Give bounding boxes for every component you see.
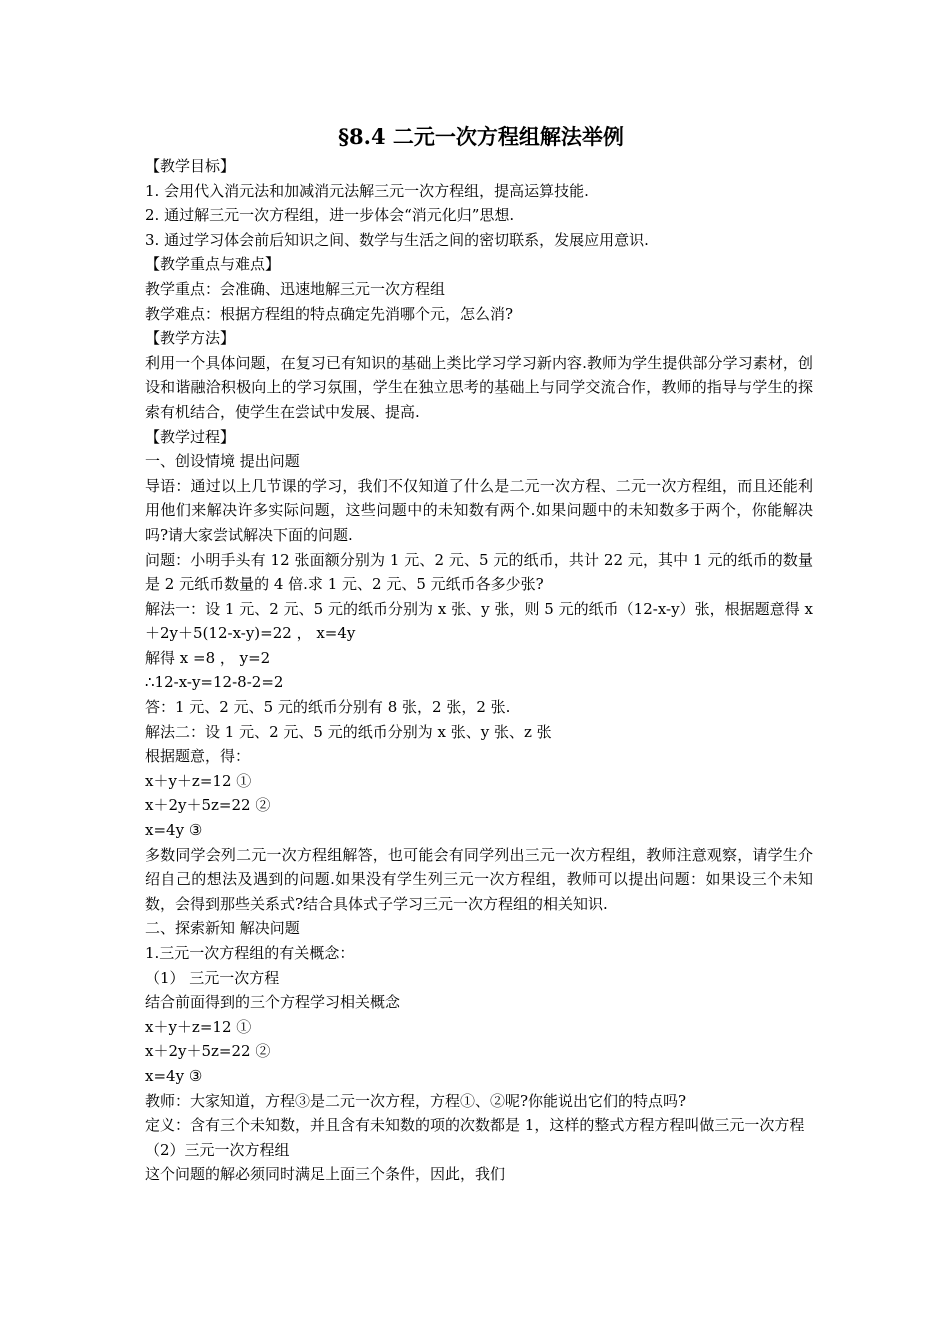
document-title: §8.4 二元一次方程组解法举例	[338, 124, 624, 149]
solution-1-paragraph: 解法一：设 1 元、2 元、5 元的纸币分别为 x 张、y 张，则 5 元的纸币（12-x-y）张，根据题意得 x＋2y＋5(12-x-y)=22 ， x=4y	[145, 599, 813, 643]
document-page	[145, 122, 813, 1187]
concept-intro: 结合前面得到的三个方程学习相关概念	[145, 993, 401, 1012]
equation-2: x＋2y＋5z=22 ②	[145, 796, 271, 815]
discussion-paragraph: 多数同学会列二元一次方程组解答，也可能会有同学列出三元一次方程组，教师注意观察，请学生介绍自己的想法及遇到的问题.如果没有学生列三元一次方程组，教师可以提出问题：如果设三个未知数，会得到那些关系式?结合具体式子学习三元一次方程组的相关知识.	[145, 845, 813, 913]
objective-3: 3. 通过学习体会前后知识之间、数学与生活之间的密切联系，发展应用意识.	[145, 230, 649, 249]
teacher-question: 教师：大家知道，方程③是二元一次方程，方程①、②呢?你能说出它们的特点吗?	[145, 1091, 687, 1110]
equation-1-repeat: x＋y＋z=12 ①	[145, 1017, 252, 1036]
equation-2-repeat: x＋2y＋5z=22 ②	[145, 1042, 271, 1061]
definition-paragraph: 定义：含有三个未知数，并且含有未知数的项的次数都是 1，这样的整式方程方程叫做三元一次方程	[145, 1116, 805, 1135]
difficult-point: 教学难点：根据方程组的特点确定先消哪个元，怎么消?	[145, 304, 514, 323]
section-1-heading: 一、创设情境 提出问题	[145, 452, 300, 471]
answer-line: 答：1 元、2 元、5 元的纸币分别有 8 张，2 张，2 张.	[145, 698, 511, 717]
concept-heading: 1.三元一次方程组的有关概念：	[145, 944, 355, 962]
according-line: 根据题意，得：	[145, 747, 251, 766]
method-paragraph: 利用一个具体问题，在复习已有知识的基础上类比学习学习新内容.教师为学生提供部分学习素材，创设和谐融洽积极向上的学习氛围，学生在独立思考的基础上与同学交流合作，教师的指导与学生的探索有机结合，使学生在尝试中发展、提高.	[145, 353, 813, 421]
equation-3-repeat: x=4y ③	[145, 1066, 203, 1085]
intro-paragraph: 导语：通过以上几节课的学习，我们不仅知道了什么是二元一次方程、二元一次方程组，而且还能利用他们来解决许多实际问题，这些问题中的未知数有两个.如果问题中的未知数多于两个，你能解决吗?请大家尝试解决下面的问题.	[145, 476, 813, 544]
solution-2-intro: 解法二：设 1 元、2 元、5 元的纸币分别为 x 张、y 张、z 张	[145, 722, 552, 741]
problem-paragraph: 问题：小明手头有 12 张面额分别为 1 元、2 元、5 元的纸币，共计 22 元，其中 1 元的纸币的数量是 2 元纸币数量的 4 倍.求 1 元、2 元、5 元纸币各多少张?	[145, 550, 813, 594]
heading-objectives: 【教学目标】	[145, 157, 236, 175]
section-2-heading: 二、探索新知 解决问题	[145, 919, 300, 938]
key-point: 教学重点：会准确、迅速地解三元一次方程组	[145, 279, 446, 298]
objective-2: 2. 通过解三元一次方程组，进一步体会“消元化归”思想.	[145, 206, 515, 225]
heading-method: 【教学方法】	[145, 329, 236, 348]
subheading-system: （2）三元一次方程组	[145, 1140, 290, 1159]
objective-1: 1. 会用代入消元法和加减消元法解三元一次方程组，提高运算技能.	[145, 181, 589, 200]
subheading-equation: （1） 三元一次方程	[145, 968, 280, 987]
solution-result: 解得 x =8 ， y=2	[145, 648, 271, 667]
closing-line: 这个问题的解必须同时满足上面三个条件，因此，我们	[145, 1165, 506, 1184]
heading-process: 【教学过程】	[145, 427, 236, 446]
heading-key-points: 【教学重点与难点】	[145, 255, 281, 274]
equation-1: x＋y＋z=12 ①	[145, 771, 252, 790]
equation-3: x=4y ③	[145, 821, 203, 840]
solution-step: ∴12-x-y=12-8-2=2	[145, 673, 284, 692]
